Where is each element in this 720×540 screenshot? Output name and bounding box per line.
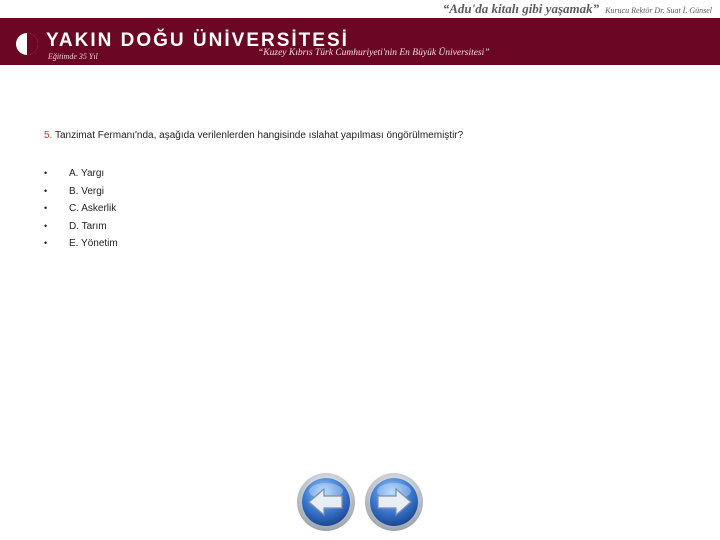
bullet: •	[44, 238, 48, 248]
motto-author: Kurucu Rektör Dr. Suat İ. Günsel	[605, 6, 712, 15]
previous-button[interactable]	[296, 472, 356, 532]
question	[44, 130, 463, 141]
university-name: YAKIN DOĞU ÜNİVERSİTESİ	[46, 30, 349, 51]
option-label: B. Vergi	[69, 185, 105, 197]
header-banner	[0, 18, 720, 65]
option-e	[44, 235, 118, 253]
university-logo-icon	[16, 33, 38, 55]
option-b	[44, 183, 118, 201]
bullet: •	[44, 220, 48, 231]
option-d	[44, 218, 118, 236]
option-a	[44, 165, 118, 183]
option-label: C. Askerlik	[69, 203, 117, 214]
bullet: •	[44, 168, 48, 178]
bullet: •	[44, 185, 48, 196]
answer-options	[44, 165, 118, 253]
university-subtitle: Eğitimde 35 Yıl	[48, 52, 98, 61]
question-number: 5.	[44, 130, 53, 141]
motto-quote: “Adu'da kitalı gibi yaşamak”	[442, 1, 600, 16]
option-label: A. Yargı	[69, 168, 105, 179]
top-strip	[0, 0, 720, 18]
option-c	[44, 200, 118, 218]
university-slogan: “Kuzey Kıbrıs Türk Cumhuriyeti'nin En Büyük Üniversitesi”	[258, 48, 490, 58]
bullet: •	[44, 203, 48, 213]
option-label: D. Tarım	[69, 220, 107, 232]
arrow-right-icon	[364, 472, 424, 532]
next-button[interactable]	[364, 472, 424, 532]
motto	[443, 0, 712, 18]
option-label: E. Yönetim	[69, 238, 118, 249]
arrow-left-icon	[296, 472, 356, 532]
question-text: Tanzimat Fermanı'nda, aşağıda verilenlerden hangisinde ıslahat yapılması öngörülmemiştir?	[54, 130, 464, 141]
